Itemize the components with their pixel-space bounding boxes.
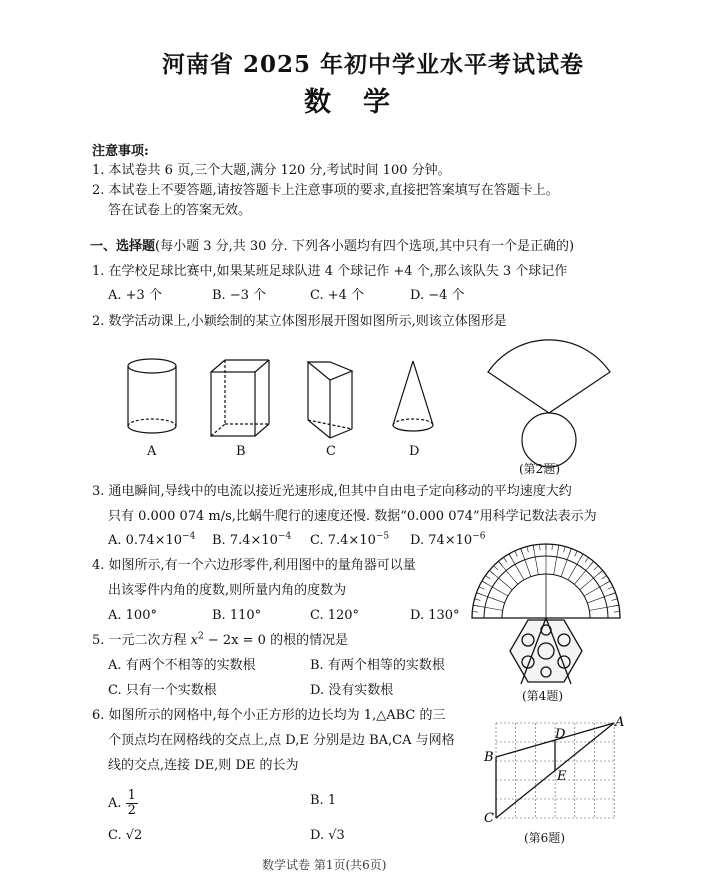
q5-option-b: B. 有两个相等的实数根 bbox=[310, 658, 445, 673]
q3-option-b: B. $7.4\times 10^{-4}$ bbox=[212, 531, 292, 548]
page-footer: 数学试卷 第1页(共6页) bbox=[262, 858, 387, 872]
q4-stem-line1: 4. 如图所示,有一个六边形零件,利用图中的量角器可以量 bbox=[92, 558, 416, 573]
q2-label-c: C bbox=[326, 444, 336, 459]
q1-stem: 1. 在学校足球比赛中,如果某班足球队进 4 个球记作 +4 个,那么该队失 3 个球记作 bbox=[92, 264, 568, 279]
q5-option-a: A. 有两个不相等的实数根 bbox=[108, 658, 256, 673]
q3-option-d: D. $74\times 10^{-6}$ bbox=[410, 531, 486, 548]
q4-option-a: A. 100° bbox=[108, 608, 157, 623]
point-a-label: A bbox=[615, 715, 625, 730]
notes-heading: 注意事项: bbox=[92, 144, 149, 159]
q5-stem: 5. 一元二次方程 $x^2 - 2x = 0$ 的根的情况是 bbox=[92, 631, 349, 648]
q2-caption: (第2题) bbox=[519, 462, 560, 476]
q6-stem-line2: 个顶点均在网格线的交点上,点 D,E 分别是边 BA,CA 与网格 bbox=[108, 733, 455, 748]
point-b-label: B bbox=[484, 750, 494, 765]
subject-title: 数学 bbox=[304, 87, 422, 118]
q6-option-a: A. $\frac{1}{2}$ bbox=[108, 788, 136, 818]
q1-option-a: A. +3 个 bbox=[108, 288, 162, 303]
point-e-label: E bbox=[557, 769, 567, 784]
section-title: 一、选择题 bbox=[90, 239, 156, 254]
q4-caption: (第4题) bbox=[522, 689, 563, 703]
q4-stem-line2: 出该零件内角的度数,则所量内角的度数为 bbox=[108, 583, 347, 598]
point-c-label: C bbox=[484, 811, 494, 826]
q6-option-d: D. √3 bbox=[310, 828, 345, 843]
q6-caption: (第6题) bbox=[524, 831, 565, 845]
notes-item-1: 1. 本试卷共 6 页,三个大题,满分 120 分,考试时间 100 分钟。 bbox=[92, 163, 451, 178]
q4-option-c: C. 120° bbox=[310, 608, 360, 623]
exam-title: 河南省 2025 年初中学业水平考试试卷 bbox=[162, 51, 585, 78]
notes-item-2-cont: 答在试卷上的答案无效。 bbox=[108, 203, 252, 218]
q5-option-d: D. 没有实数根 bbox=[310, 683, 394, 698]
notes-item-2: 2. 本试卷上不要答题,请按答题卡上注意事项的要求,直接把答案填写在答题卡上。 bbox=[92, 183, 559, 198]
q2-label-a: A bbox=[147, 444, 157, 459]
q1-option-b: B. −3 个 bbox=[212, 288, 267, 303]
q6-option-c: C. √2 bbox=[108, 828, 143, 843]
section-desc: (每小题 3 分,共 30 分. 下列各小题均有四个选项,其中只有一个是正确的) bbox=[155, 239, 575, 254]
q6-stem-line1: 6. 如图所示的网格中,每个小正方形的边长均为 1,△ABC 的三 bbox=[92, 708, 446, 723]
q2-label-d: D bbox=[409, 444, 420, 459]
q2-stem: 2. 数学活动课上,小颖绘制的某立体图形展开图如图所示,则该立体图形是 bbox=[92, 314, 507, 329]
q6-option-b: B. 1 bbox=[310, 793, 337, 808]
q3-stem-line2: 只有 0.000 074 m/s,比蜗牛爬行的速度还慢. 数据“0.000 074”用科学记数法表示为 bbox=[108, 509, 597, 524]
q2-label-b: B bbox=[236, 444, 246, 459]
q3-option-a: A. $0.74\times 10^{-4}$ bbox=[108, 531, 196, 548]
q4-option-b: B. 110° bbox=[212, 608, 262, 623]
q6-stem-line3: 线的交点,连接 DE,则 DE 的长为 bbox=[108, 758, 299, 773]
fraction-one-half: $\frac{1}{2}$ bbox=[127, 788, 136, 818]
q3-option-c: C. $7.4\times 10^{-5}$ bbox=[310, 531, 390, 548]
grid-figure bbox=[483, 715, 624, 826]
q5-option-c: C. 只有一个实数根 bbox=[108, 683, 217, 698]
q1-option-c: C. +4 个 bbox=[310, 288, 365, 303]
q1-option-d: D. −4 个 bbox=[410, 288, 465, 303]
q4-option-d: D. 130° bbox=[410, 608, 460, 623]
point-d-label: D bbox=[555, 727, 566, 742]
q3-stem-line1: 3. 通电瞬间,导线中的电流以接近光速形成,但其中自由电子定向移动的平均速度大约 bbox=[92, 484, 572, 499]
